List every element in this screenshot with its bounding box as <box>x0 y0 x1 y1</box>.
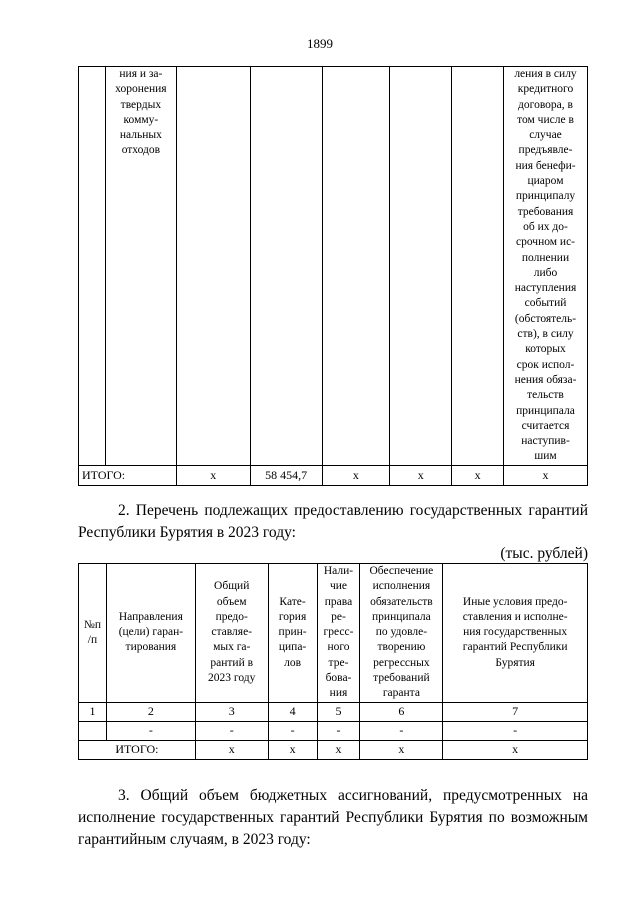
table-row <box>79 721 588 740</box>
cell-line: тирования <box>125 641 177 654</box>
cell-line: ния и за- <box>119 68 163 80</box>
table-cell <box>322 67 390 466</box>
cell-line: рантий в <box>210 656 254 669</box>
cell-line: которых <box>525 343 566 356</box>
cell-line: гаранта <box>382 687 420 700</box>
total-amount: 58 454,7 <box>250 465 322 485</box>
cell-line: кредитного <box>517 83 574 96</box>
cell-line: событий <box>524 297 567 310</box>
cell-line: объем <box>216 595 247 608</box>
cell-line: тельств <box>527 389 564 402</box>
column-number: 1 <box>79 702 107 721</box>
section-2-sentence: 2. Перечень подлежащих предоставлению государственных гарантий Республики Бурятия в 2023 году: <box>78 502 588 541</box>
cell-line: срочном ис- <box>515 236 576 249</box>
table-cell: - <box>443 721 588 740</box>
column-number: 4 <box>268 702 317 721</box>
cell-line: №п <box>83 618 102 631</box>
cell-line: тре- <box>328 656 349 669</box>
cell-line: (цели) гаран- <box>118 626 184 639</box>
cell-line: гарантий Республики <box>462 641 568 654</box>
cell-line: Обеспечение <box>369 565 434 577</box>
cell-line: требований <box>373 672 430 685</box>
cell-line: хоронения <box>115 83 167 96</box>
cell-line: ципа- <box>278 641 307 654</box>
total-cell: х <box>360 740 443 759</box>
table-cell <box>250 67 322 466</box>
cell-line: прин- <box>278 626 307 639</box>
total-row <box>79 465 588 485</box>
cell-line: отходов <box>121 144 161 157</box>
cell-line: Бурятия <box>495 656 535 669</box>
total-cell: х <box>443 740 588 759</box>
cell-line: ств), в силу <box>517 328 574 341</box>
section-3-sentence: 3. Общий объем бюджетных ассигнований, предусмотренных на исполнение государственных гарантий Республики Бурятия по возможным гарантийным случаям, в 2023 году: <box>78 787 588 848</box>
cell-line: предо- <box>215 610 248 623</box>
total-label: ИТОГО: <box>79 465 177 485</box>
table-cell: - <box>268 721 317 740</box>
header-cell <box>79 564 107 703</box>
column-number: 2 <box>106 702 195 721</box>
cell-line: наступив- <box>521 435 570 448</box>
cell-line: Общий <box>214 580 250 593</box>
column-number: 6 <box>360 702 443 721</box>
total-cell: х <box>195 740 268 759</box>
table-cell: - <box>195 721 268 740</box>
header-cell <box>106 564 195 703</box>
cell-line: полнении <box>521 251 570 264</box>
cell-line: требования <box>517 205 574 218</box>
cell-line: исполнения <box>372 580 431 593</box>
section-2-text <box>78 500 588 544</box>
header-cell <box>360 564 443 703</box>
cell-line: принципала <box>372 610 431 623</box>
cell-line: (обстоятель- <box>514 312 577 325</box>
total-cell: х <box>268 740 317 759</box>
cell-line: шим <box>534 450 557 463</box>
header-cell <box>317 564 360 703</box>
table-cell <box>504 67 588 466</box>
table-cell <box>452 67 504 466</box>
cell-line: Кате- <box>279 595 306 608</box>
cell-line: твердых <box>120 98 162 111</box>
table-cell <box>105 67 176 466</box>
cell-line: ре- <box>331 610 346 623</box>
page-number: 1899 <box>307 36 333 51</box>
total-cell: х <box>317 740 360 759</box>
table-row <box>79 67 588 466</box>
cell-line: чие <box>329 580 347 593</box>
table-cell <box>176 67 250 466</box>
column-number: 5 <box>317 702 360 721</box>
cell-line: ставляе- <box>211 626 253 639</box>
total-cell: х <box>504 465 588 485</box>
cell-line: обязательств <box>370 595 433 608</box>
total-label: ИТОГО: <box>79 740 196 759</box>
header-cell <box>443 564 588 703</box>
cell-line: /п <box>87 633 98 646</box>
cell-line: наступления <box>514 282 577 295</box>
cell-line: считается <box>521 419 570 432</box>
column-number: 3 <box>195 702 268 721</box>
cell-line: лов <box>284 656 302 669</box>
table-cell <box>79 67 106 466</box>
cell-line: предъявле- <box>518 144 573 157</box>
cell-line: циаром <box>527 175 564 188</box>
guarantees-2023-table <box>78 563 588 760</box>
cell-line: регрессных <box>373 656 430 669</box>
section-3-text <box>78 785 588 851</box>
cell-line: ния государственных <box>463 626 568 639</box>
total-cell: х <box>390 465 452 485</box>
cell-line: бова- <box>325 672 352 685</box>
total-row <box>79 740 588 759</box>
table-cell: - <box>317 721 360 740</box>
cell-line: Иные условия предо- <box>462 595 568 608</box>
cell-line: нения обяза- <box>514 373 577 386</box>
header-row <box>79 564 588 703</box>
cell-line: гресс- <box>323 626 354 639</box>
cell-line: ния <box>329 687 348 700</box>
cell-line: нальных <box>119 129 162 142</box>
header-cell <box>195 564 268 703</box>
cell-line: принципалу <box>515 190 576 203</box>
unit-label: (тыс. рублей) <box>500 545 588 562</box>
cell-line: ния бенефи- <box>515 159 576 172</box>
cell-line: случае <box>529 129 562 142</box>
cell-line: гория <box>278 610 307 623</box>
cell-line: Направления <box>118 610 183 623</box>
cell-line: ления в силу <box>514 68 577 80</box>
table-cell: - <box>106 721 195 740</box>
cell-line: Нали- <box>323 565 354 577</box>
cell-line: ного <box>327 641 350 654</box>
table-cell: - <box>360 721 443 740</box>
cell-line: либо <box>533 266 558 279</box>
cell-line: договора, в <box>518 98 573 111</box>
cell-line: принципала <box>516 404 575 417</box>
cell-line: творению <box>377 641 426 654</box>
cell-line: 2023 году <box>208 672 256 685</box>
cell-line: мых га- <box>213 641 251 654</box>
column-number-row <box>79 702 588 721</box>
table-cell <box>390 67 452 466</box>
total-cell: х <box>322 465 390 485</box>
table-cell <box>79 721 107 740</box>
total-cell: х <box>176 465 250 485</box>
cell-line: права <box>324 595 353 608</box>
guarantees-table-continued <box>78 66 588 486</box>
cell-line: ставления и исполне- <box>462 610 568 623</box>
cell-line: по удовле- <box>375 626 428 639</box>
cell-line: об их до- <box>523 220 568 233</box>
cell-line: том числе в <box>517 113 574 126</box>
cell-line: срок испол- <box>516 358 575 371</box>
header-cell <box>268 564 317 703</box>
cell-line: комму- <box>123 113 159 126</box>
column-number: 7 <box>443 702 588 721</box>
total-cell: х <box>452 465 504 485</box>
